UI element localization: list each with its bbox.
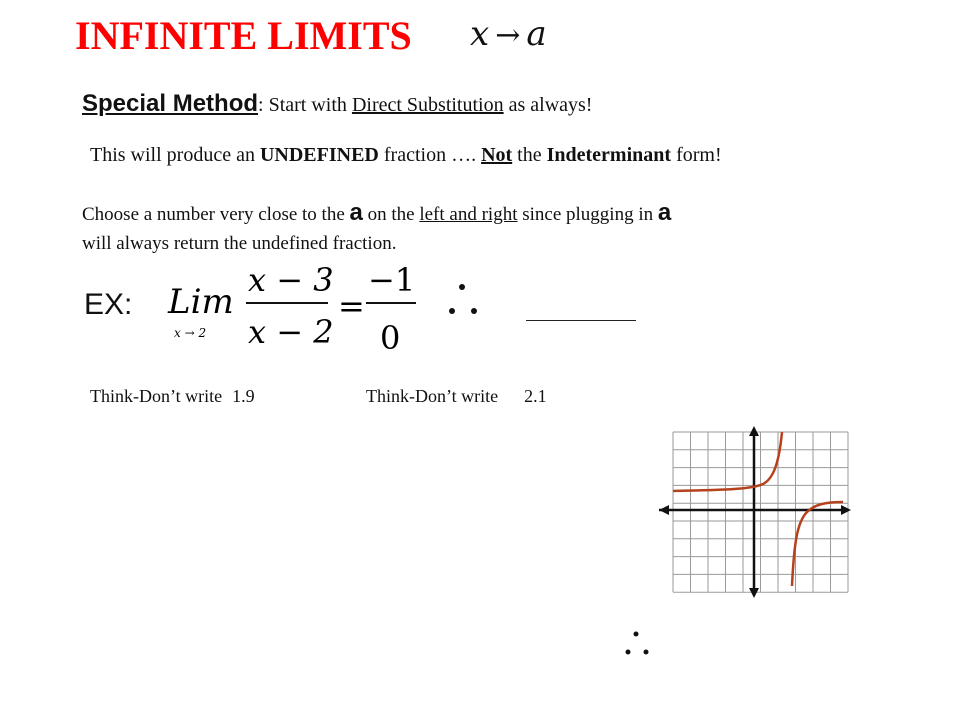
undefined-line-text-1: This will produce an [90, 144, 260, 166]
think-left-value: 1.9 [232, 386, 255, 406]
special-method-line [82, 90, 592, 118]
curve-left-branch [673, 432, 782, 491]
lim-word: Lim [168, 282, 234, 322]
result-numerator: −1 [368, 261, 416, 299]
therefore-icon [449, 284, 477, 314]
answer-blank-line [526, 320, 636, 321]
direct-substitution-text: Direct Substitution [351, 94, 504, 116]
example-limit-equation [160, 255, 520, 355]
fraction-denominator: x − 2 [248, 313, 334, 351]
choose-text-4: will always return the undefined fraction. [82, 233, 397, 254]
equals-sign: = [338, 287, 365, 325]
indeterminant-keyword: Indeterminant [546, 144, 672, 166]
page-title: INFINITE LIMITS [75, 13, 412, 58]
rational-function-graph [655, 424, 855, 604]
method-text-before: Start with [268, 94, 352, 116]
lim-subscript: x → 2 [174, 326, 207, 340]
example-label: EX: [84, 288, 133, 321]
choose-text-3: since plugging in [517, 204, 658, 225]
variable-a-1: a [349, 199, 363, 226]
choose-text-1: Choose a number very close to the [82, 204, 350, 225]
undefined-line-text-4: form! [671, 144, 722, 166]
y-axis [749, 426, 759, 598]
result-denominator: 0 [380, 319, 401, 355]
think-right [366, 386, 547, 407]
undefined-line-text-2: fraction …. [378, 144, 482, 166]
title-limit-notation [470, 14, 547, 54]
think-left [90, 386, 255, 407]
left-and-right-text: left and right [419, 204, 518, 225]
not-keyword: Not [481, 144, 513, 166]
title-var: x [470, 14, 490, 54]
method-text-after: as always! [503, 94, 593, 116]
special-method-label: Special Method [82, 90, 259, 117]
choose-text-2: on the [362, 204, 420, 225]
therefore-icon-bottom [620, 622, 660, 662]
title-target: a [526, 14, 547, 54]
think-left-label: Think-Don’t write [90, 386, 223, 406]
method-colon: : [258, 94, 269, 116]
fraction-numerator: x − 3 [248, 261, 334, 299]
undefined-line-text-3: the [512, 144, 547, 166]
choose-number-paragraph [82, 198, 882, 258]
undefined-keyword: UNDEFINED [259, 144, 379, 166]
curve-right-branch [792, 502, 843, 586]
variable-a-2: a [657, 199, 672, 226]
undefined-fraction-line [90, 144, 722, 167]
think-right-label: Think-Don’t write [366, 386, 499, 406]
right-arrow-icon: → [495, 18, 521, 53]
think-right-value: 2.1 [524, 386, 547, 406]
graph-grid [673, 432, 848, 592]
